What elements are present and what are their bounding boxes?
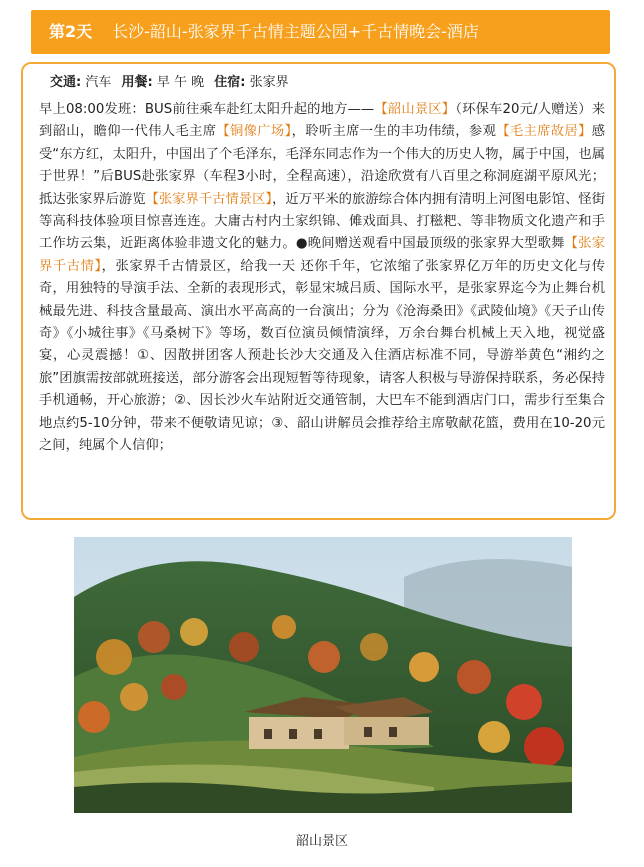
day-route-title: 长沙-韶山-张家界千古情主题公园+千古情晚会-酒店 <box>112 22 479 41</box>
highlighted-place-name: 【毛主席故居】 <box>496 124 592 140</box>
landscape-image <box>74 537 572 813</box>
description-text: 早上08:00发班：BUS前往乘车赴红太阳升起的地方—— <box>39 102 375 117</box>
photo-caption: 韶山景区 <box>295 834 348 849</box>
stay-value: 张家界 <box>249 75 289 90</box>
description-text: ，张家界千古情景区，给我一天 还你千年，它浓缩了张家界亿万年的历史文化与传奇，用独特的导演手法、全新的表现形式，彰显宋城吕质、国际水平，是张家界迄今为止舞台机械最先进、科技含量最高、演出水平高高的一台演出；分为《沧海桑田》《武陵仙境》《天子山传奇》《小城往事》《马桑树下》等场，数百位演员倾情演绎，万余台舞台机械上天入地，视觉盛宴，心灵震撼！①、因散拼团客人预赴长沙大交通及入住酒店标准不同，导游举黄色“湘约之旅”团旗需按部就班接送，部分游客会出现短暂等待现象，请客人积极与导游保持联系，务必保持手机通畅，开心旅游；②、因长沙火车站附近交通管制，大巴车不能到酒店门口，需步行至集合地点约5-10分钟，带来不便敬请见谅；③、韶山讲解员会推荐给主席敬献花篮，费用在10-20元之间，纯属个人信仰； <box>39 258 605 454</box>
stay-label: 住宿: <box>214 75 246 90</box>
highlighted-place-name: 【张家界千古情景区】 <box>145 191 273 207</box>
day-label: 第2天 <box>49 22 93 41</box>
description-text: ，聆听主席一生的丰功伟绩，参观 <box>291 124 497 140</box>
transport-label: 交通: <box>50 75 82 90</box>
meal-value: 早 午 晚 <box>156 75 205 90</box>
itinerary-description <box>39 99 605 458</box>
day-header-bar <box>31 10 610 54</box>
transport-value: 汽车 <box>85 75 112 90</box>
meal-label: 用餐: <box>121 75 153 90</box>
description-text: 感受“东方红，太阳升，中国出了个毛泽东，毛泽东同志作为一个伟大的历史人物，属于中国，也属于世界！”后BUS赴张家界（车程3小时，全程高速），沿途欣赏有八百里之称洞庭湖平原风光；抵达张家界后游览 <box>39 124 606 207</box>
highlighted-place-name: 【张家界千古情】 <box>39 236 605 274</box>
itinerary-meta <box>50 74 295 92</box>
shaoshan-photo <box>74 537 572 813</box>
itinerary-box <box>21 62 616 520</box>
description-text: （环保车20元/人赠送）来到韶山，瞻仰一代伟人毛主席 <box>39 102 605 140</box>
highlighted-place-name: 【铜像广场】 <box>216 124 292 140</box>
highlighted-place-name: 【韶山景区】 <box>374 102 456 117</box>
description-text: ，近万平米的旅游综合体内拥有清明上河图电影馆、怪街等高科技体验项目惊喜连连。大庸古村内土家织锦、傩戏面具、打糍粑、等非物质文化遗产和手工作坊云集，近距离体验非遗文化的魅力。●晚间赠送观看中国最顶级的张家界大型歌舞 <box>39 191 605 252</box>
